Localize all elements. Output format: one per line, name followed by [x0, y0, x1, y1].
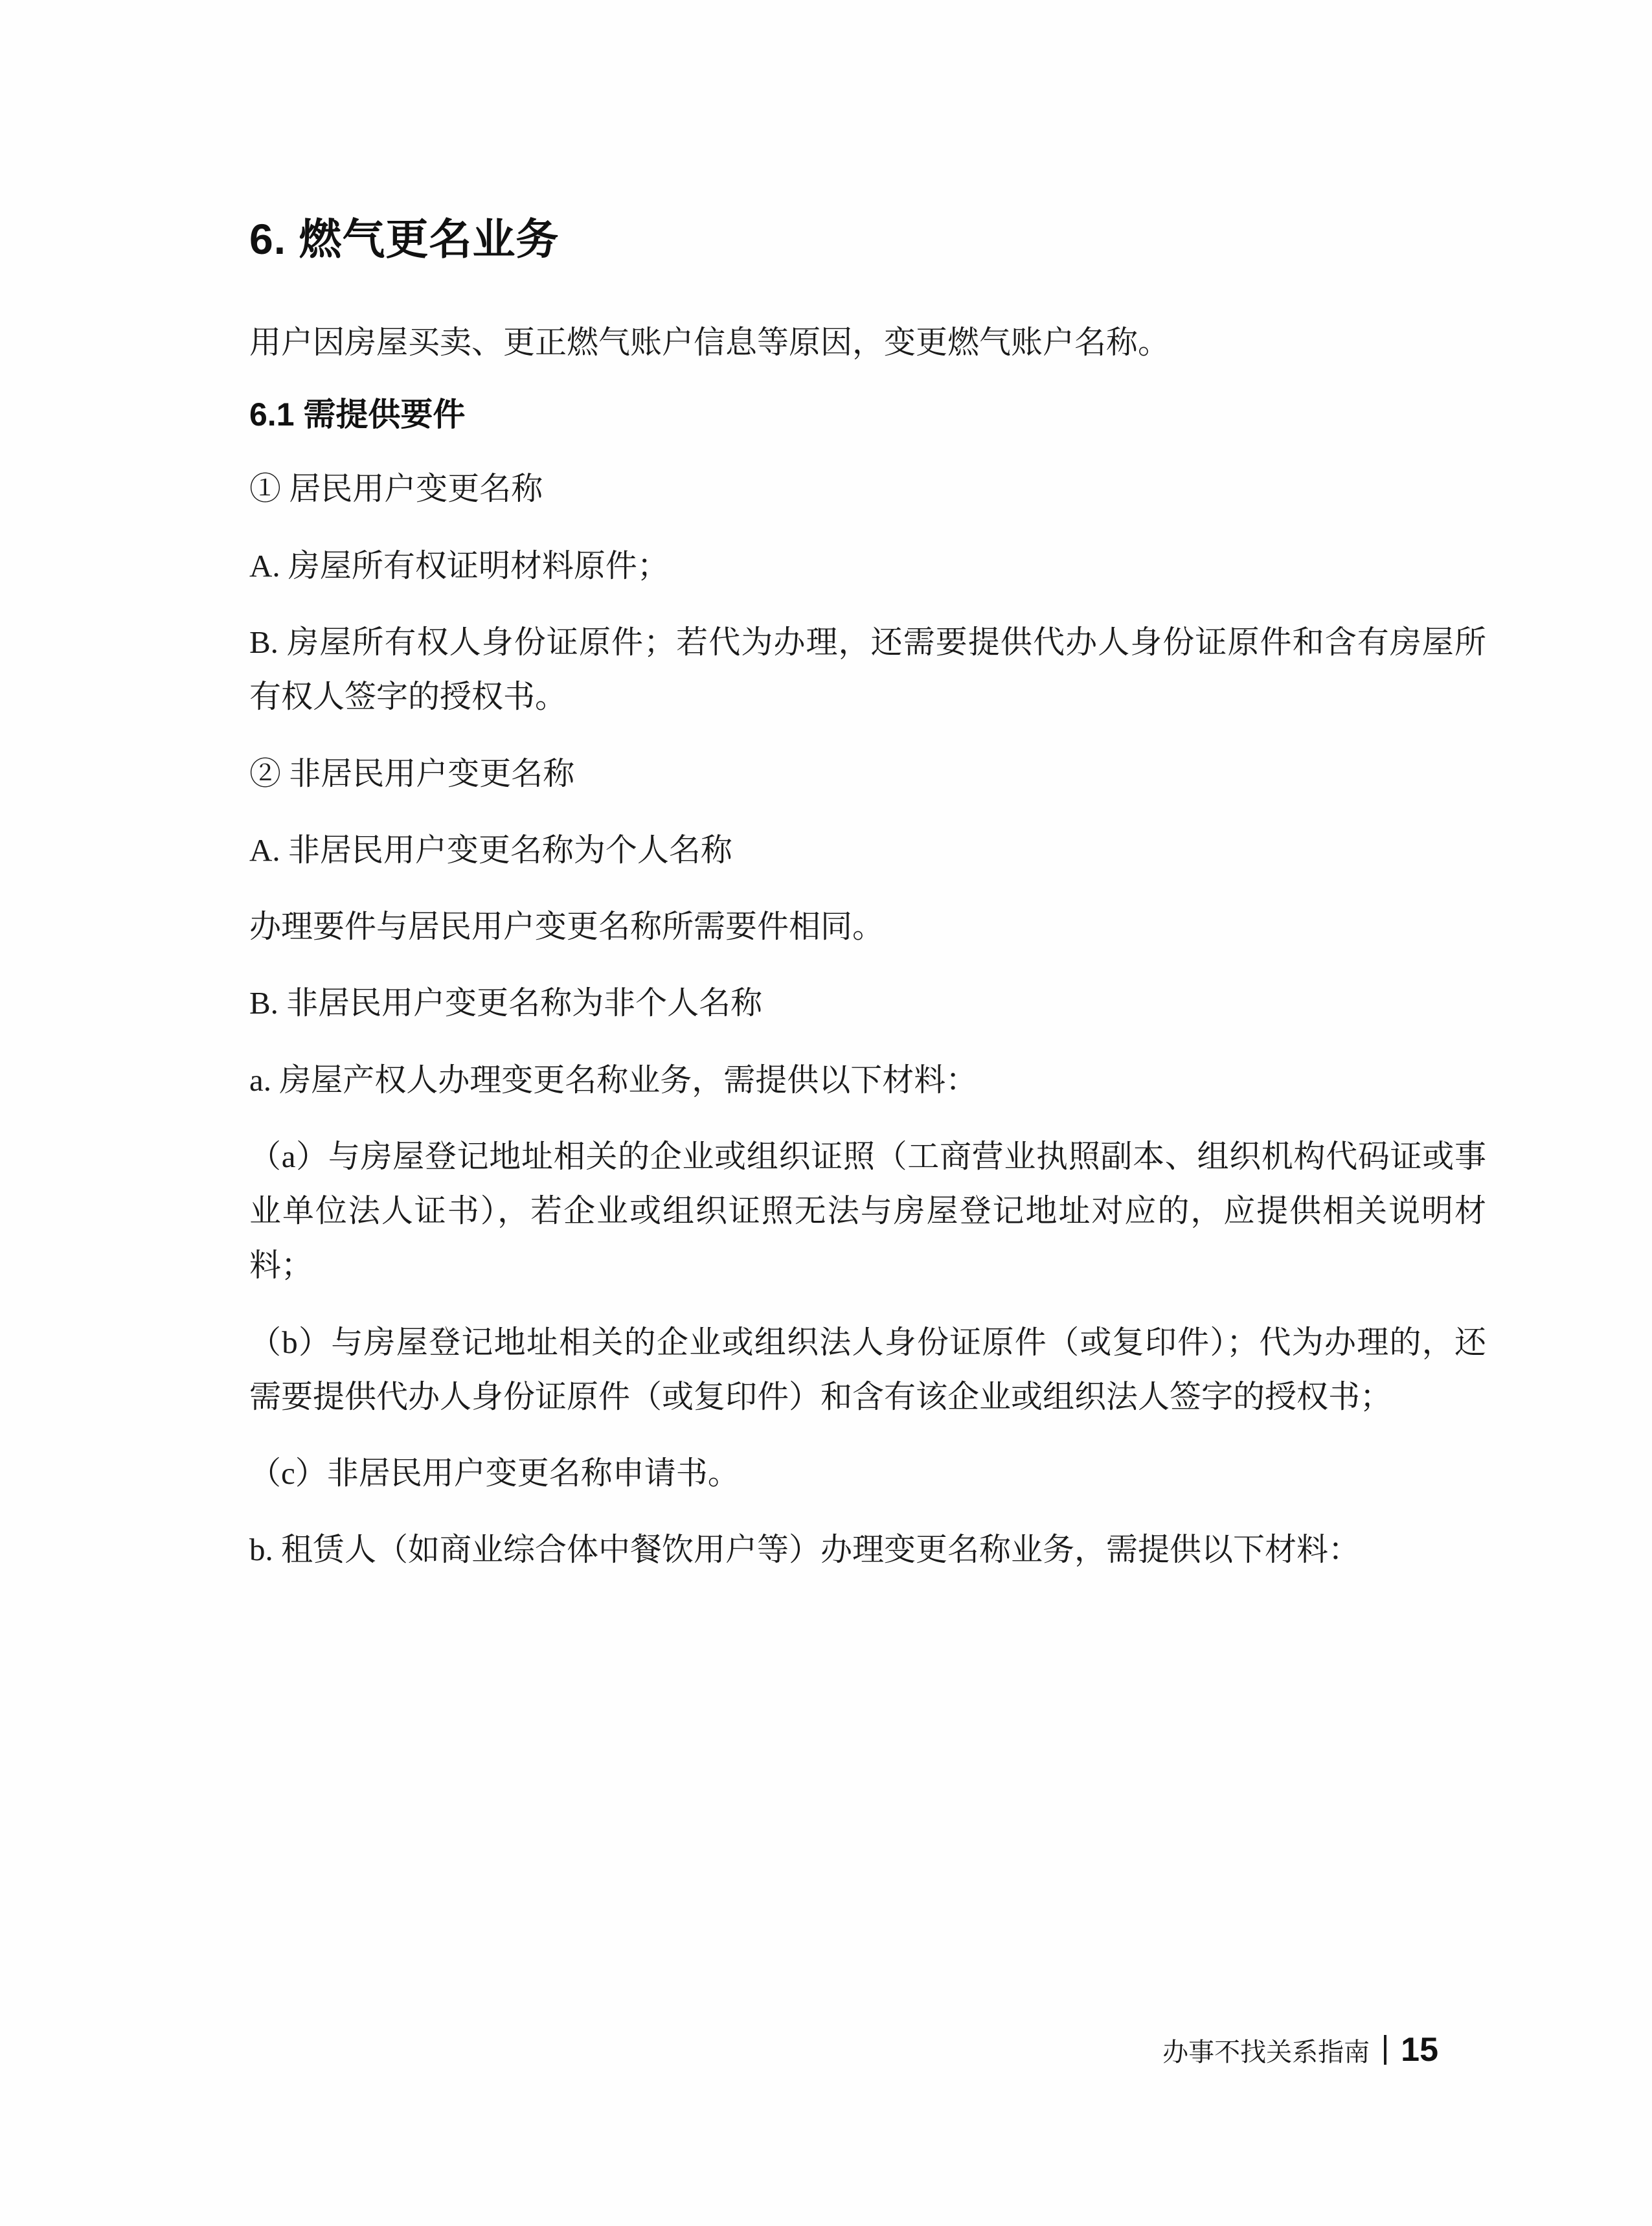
intro-paragraph: 用户因房屋买卖、更正燃气账户信息等原因，变更燃气账户名称。 [249, 324, 1170, 361]
section-title: 6.1 需提供要件 [249, 396, 466, 433]
paragraph-item-5: A. 非居民用户变更名称为个人名称 [249, 832, 732, 868]
paragraph-item-12: b. 租赁人（如商业综合体中餐饮用户等）办理变更名称业务，需提供以下材料： [249, 1532, 1361, 1568]
paragraph-item-3: B. 房屋所有权人身份证原件；若代为办理，还需要提供代办人身份证原件和含有房屋所有权人签字的授权书。 [249, 624, 1486, 715]
page-number: 15 [1401, 2031, 1438, 2069]
paragraph-item-9: （a）与房屋登记地址相关的企业或组织证照（工商营业执照副本、组织机构代码证或事业单位法人证书），若企业或组织证照无法与房屋登记地址对应的，应提供相关说明材料； [249, 1138, 1486, 1284]
page-footer [0, 2030, 1652, 2069]
footer-inner [1162, 2030, 1438, 2069]
page-content [249, 214, 1486, 1600]
paragraph-item-2: A. 房屋所有权证明材料原件； [249, 547, 669, 584]
paragraph-item-8: a. 房屋产权人办理变更名称业务，需提供以下材料： [249, 1062, 978, 1098]
paragraph-item-10: （b）与房屋登记地址相关的企业或组织法人身份证原件（或复印件）；代为办理的，还需要提供代办人身份证原件（或复印件）和含有该企业或组织法人签字的授权书； [249, 1324, 1486, 1414]
page-title: 6. 燃气更名业务 [249, 215, 560, 263]
paragraph-item-4: ② 非居民用户变更名称 [249, 755, 575, 791]
footer-divider [1384, 2035, 1386, 2065]
footer-label: 办事不找关系指南 [1162, 2037, 1370, 2067]
paragraph-item-1: ① 居民用户变更名称 [249, 471, 543, 507]
paragraph-item-11: （c）非居民用户变更名称申请书。 [249, 1455, 740, 1492]
paragraph-item-6: 办理要件与居民用户变更名称所需要件相同。 [249, 909, 885, 945]
paragraph-item-7: B. 非居民用户变更名称为非个人名称 [249, 985, 763, 1021]
